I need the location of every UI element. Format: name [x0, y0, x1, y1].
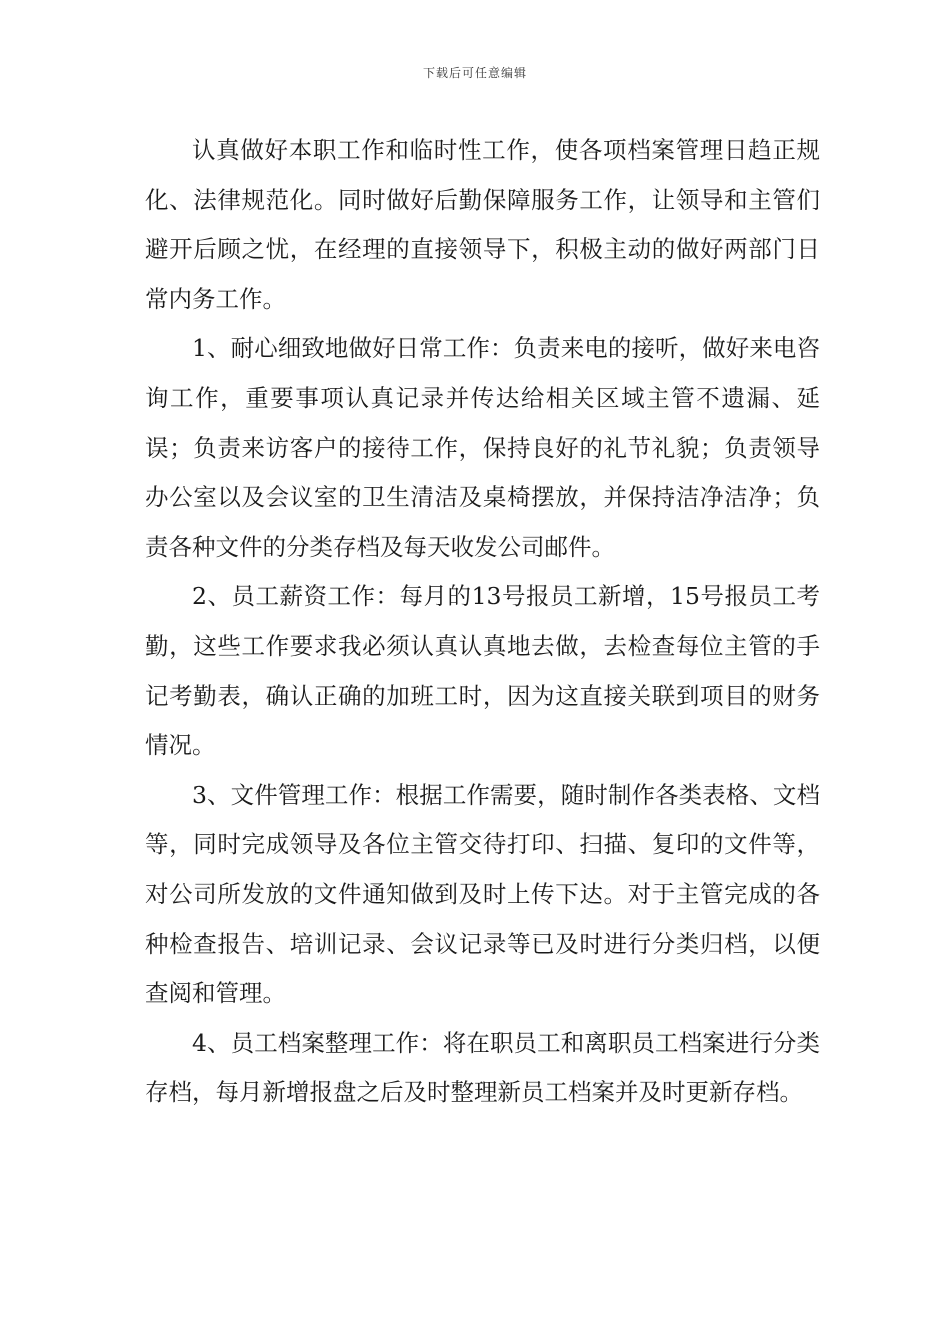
paragraph-item-4: 4、员工档案整理工作：将在职员工和离职员工档案进行分类存档，每月新增报盘之后及时整理新员工档案并及时更新存档。	[145, 1028, 820, 1107]
page-header: 下载后可任意编辑	[422, 66, 527, 80]
paragraph-item-3: 3、文件管理工作：根据工作需要，随时制作各类表格、文档等，同时完成领导及各位主管交待打印、扫描、复印的文件等，对公司所发放的文件通知做到及时上传下达。对于主管完成的各种检查报告、培训记录、会议记录等已及时进行分类归档，以便查阅和管理。	[145, 780, 820, 1008]
paragraph-item-2: 2、员工薪资工作：每月的13号报员工新增，15号报员工考勤，这些工作要求我必须认真认真地去做，去检查每位主管的手记考勤表，确认正确的加班工时，因为这直接关联到项目的财务情况。	[145, 582, 820, 760]
document-body	[145, 126, 820, 1118]
paragraph-item-1: 1、耐心细致地做好日常工作：负责来电的接听，做好来电咨询工作，重要事项认真记录并传达给相关区域主管不遗漏、延误；负责来访客户的接待工作，保持良好的礼节礼貌；负责领导办公室以及会议室的卫生清洁及桌椅摆放，并保持洁净洁净；负责各种文件的分类存档及每天收发公司邮件。	[145, 334, 820, 561]
paragraph-intro: 认真做好本职工作和临时性工作，使各项档案管理日趋正规化、法律规范化。同时做好后勤保障服务工作，让领导和主管们避开后顾之忧，在经理的直接领导下，积极主动的做好两部门日常内务工作。	[145, 136, 820, 313]
